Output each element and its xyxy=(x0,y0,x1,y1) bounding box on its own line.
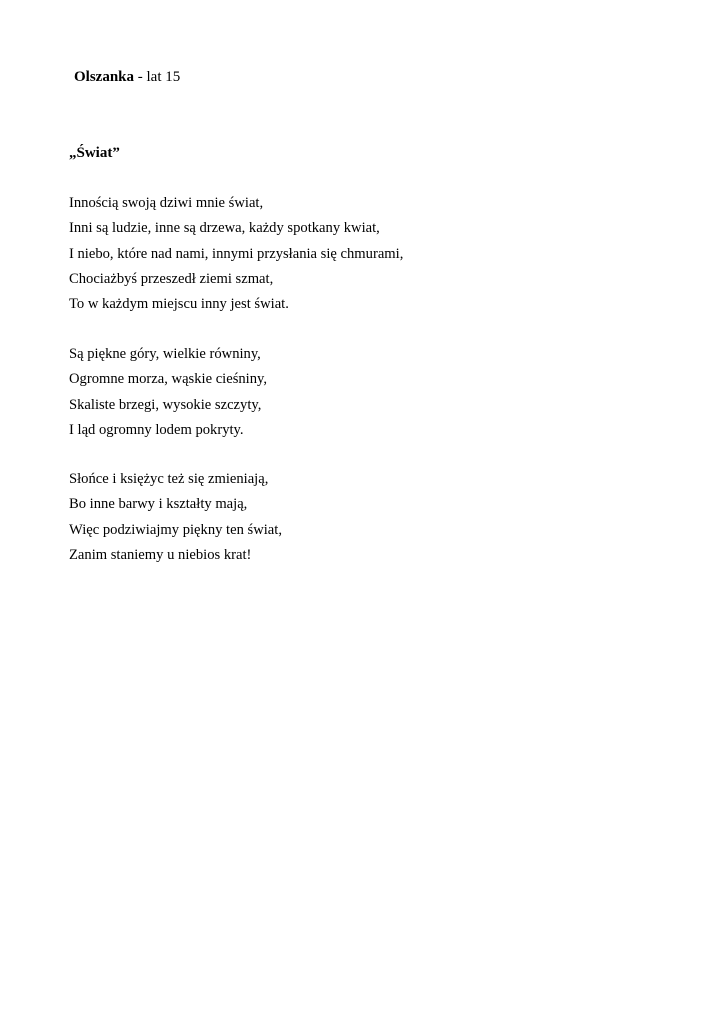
author-line xyxy=(74,68,180,86)
poem-line: To w każdym miejscu inny jest świat. xyxy=(69,296,289,313)
poem-line: I niebo, które nad nami, innymi przysłania się chmurami, xyxy=(69,245,404,262)
poem-line: Inni są ludzie, inne są drzewa, każdy spotkany kwiat, xyxy=(69,220,380,237)
stanza-2 xyxy=(69,342,267,443)
poem-line: Słońce i księżyc też się zmieniają, xyxy=(69,471,269,487)
stanza-1 xyxy=(69,191,403,317)
poem-title: „Świat” xyxy=(69,145,120,161)
stanza-3 xyxy=(69,467,282,568)
author-separator: - xyxy=(134,69,147,85)
author-age: lat 15 xyxy=(146,69,181,85)
poem-line: Są piękne góry, wielkie równiny, xyxy=(69,346,261,362)
poem-line: Ogromne morza, wąskie cieśniny, xyxy=(69,371,268,388)
poem-line: Bo inne barwy i kształty mają, xyxy=(69,496,248,513)
poem-line: Więc podziwiajmy piękny ten świat, xyxy=(69,521,282,538)
author-name: Olszanka xyxy=(74,69,135,85)
poem-line: Chociażbyś przeszedł ziemi szmat, xyxy=(69,270,274,287)
poem-line: I ląd ogromny lodem pokryty. xyxy=(69,421,244,438)
poem-line: Innością swoją dziwi mnie świat, xyxy=(69,195,264,211)
poem-line: Skaliste brzegi, wysokie szczyty, xyxy=(69,396,262,413)
poem-line: Zanim staniemy u niebios krat! xyxy=(69,546,252,563)
